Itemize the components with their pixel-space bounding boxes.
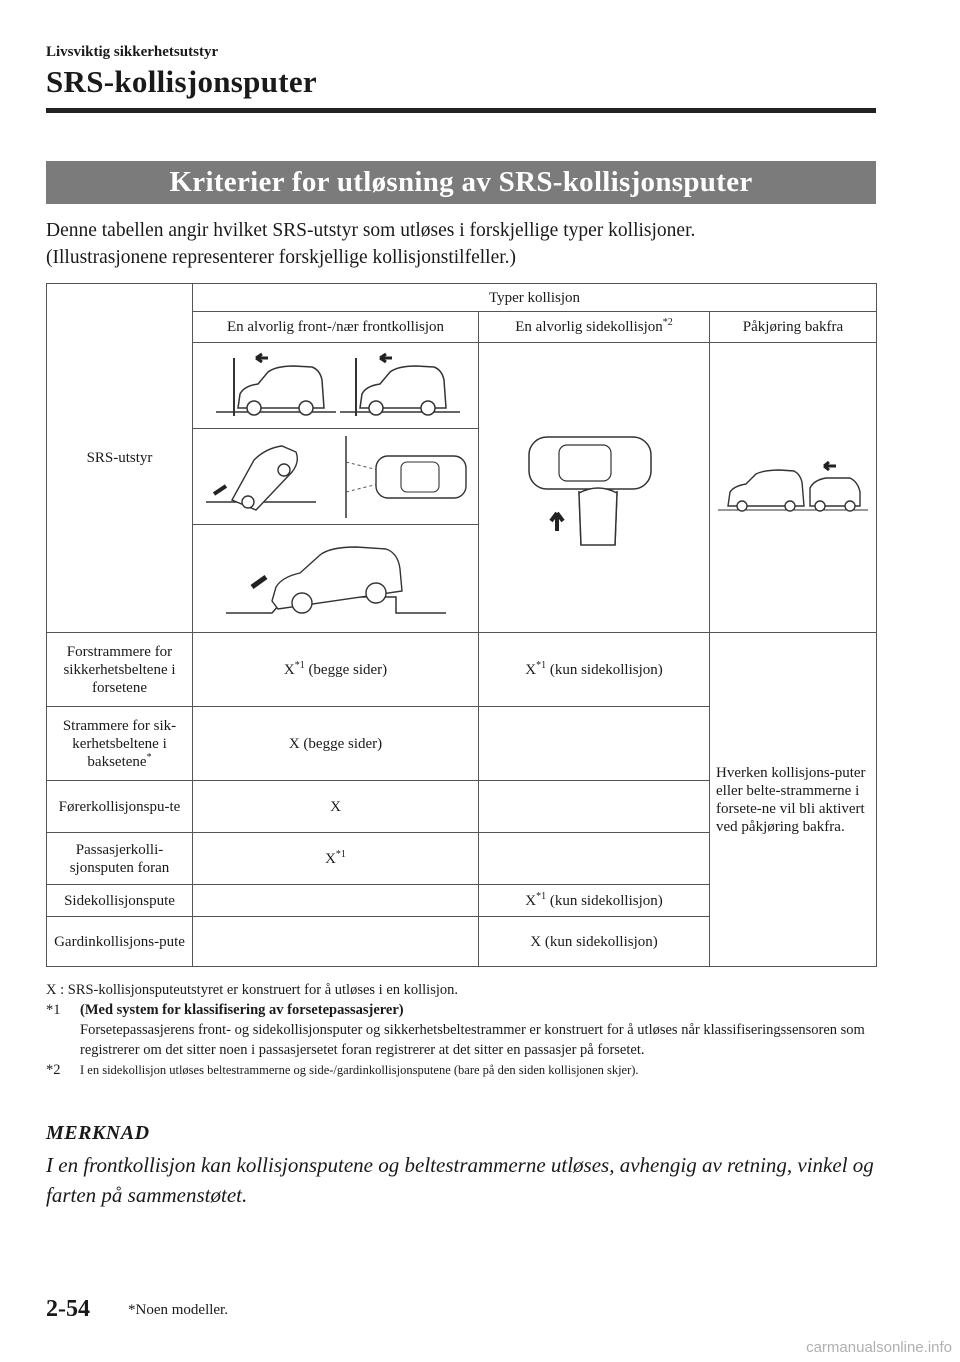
rear-collision-note: Hverken kollisjons-puter eller belte-strammerne i forsete-ne vil bli aktivert ved påkjøring bakfra. bbox=[710, 633, 877, 967]
rear-collision-header: Påkjøring bakfra bbox=[710, 312, 877, 343]
row-side-value-front-seatbelt-pretensioners: $X^{*1}$ (kun sidekollisjon) bbox=[479, 633, 710, 707]
footnote-1-title: (Med system for klassifisering av forsetepassasjerer) bbox=[80, 1002, 404, 1018]
srs-equipment-header: SRS-utstyr bbox=[47, 284, 193, 633]
header-rule bbox=[46, 108, 876, 113]
row-front-value-side-airbag bbox=[193, 885, 479, 917]
watermark: carmanualsonline.info bbox=[806, 1339, 952, 1356]
collision-types-header: Typer kollisjon bbox=[193, 284, 877, 312]
angled-collision-icon bbox=[196, 432, 476, 522]
deployment-criteria-table bbox=[46, 283, 877, 967]
page-number: 2-54 bbox=[46, 1296, 90, 1322]
row-side-value-driver-airbag bbox=[479, 781, 710, 833]
footnote-2 bbox=[46, 1060, 886, 1080]
front-illustration-2 bbox=[193, 429, 479, 525]
side-collision-header: En alvorlig sidekollisjon$^{*2}$ bbox=[479, 312, 710, 343]
row-side-value-passenger-airbag bbox=[479, 833, 710, 885]
front-illustration-3 bbox=[193, 525, 479, 633]
frontal-collision-icon bbox=[196, 346, 476, 426]
footnote-ref: *2 bbox=[662, 317, 673, 328]
row-label-driver-airbag: Førerkollisjonspu-te bbox=[47, 781, 193, 833]
row-label-passenger-airbag: Passasjerkolli-sjonsputen foran bbox=[47, 833, 193, 885]
section-title: SRS-kollisjonsputer bbox=[46, 64, 317, 99]
footnote-2-text: I en sidekollisjon utløses beltestrammerne og side-/gardinkollisjonsputene (bare på den siden kollisjonen skjer). bbox=[80, 1063, 639, 1077]
row-label-curtain-airbag: Gardinkollisjons-pute bbox=[47, 917, 193, 967]
row-front-value-front-seatbelt-pretensioners: $X^{*1}$ (begge sider) bbox=[193, 633, 479, 707]
row-label-front-seatbelt-pretensioners: Forstrammere for sikkerhetsbeltene i forsetene bbox=[47, 633, 193, 707]
chapter-heading: Livsviktig sikkerhetsutstyr bbox=[46, 44, 219, 60]
side-illustration bbox=[479, 343, 710, 633]
intro-line-1: Denne tabellen angir hvilket SRS-utstyr som utløses i forskjellige typer kollisjoner. bbox=[46, 220, 696, 241]
rear-illustration bbox=[710, 343, 877, 633]
row-front-value-rear-seatbelt-pretensioners: X (begge sider) bbox=[193, 707, 479, 781]
models-note: *Noen modeller. bbox=[128, 1302, 228, 1318]
ramp-collision-icon bbox=[216, 529, 456, 629]
intro-line-2: (Illustrasjonene representerer forskjellige kollisjonstilfeller.) bbox=[46, 247, 517, 268]
row-label-rear-seatbelt-pretensioners: Strammere for sik-kerhetsbeltene i baksetene* bbox=[47, 707, 193, 781]
banner-title: Kriterier for utløsning av SRS-kollisjonsputer bbox=[46, 161, 876, 204]
row-front-value-driver-airbag: X bbox=[193, 781, 479, 833]
rear-collision-icon bbox=[718, 458, 868, 518]
row-front-value-passenger-airbag: $X^{*1}$ bbox=[193, 833, 479, 885]
row-front-value-curtain-airbag bbox=[193, 917, 479, 967]
front-collision-header: En alvorlig front-/nær frontkollisjon bbox=[193, 312, 479, 343]
row-side-value-curtain-airbag: X (kun sidekollisjon) bbox=[479, 917, 710, 967]
note-title: MERKNAD bbox=[46, 1122, 150, 1144]
footnote-1-mark: *1 bbox=[46, 1002, 61, 1018]
row-side-value-rear-seatbelt-pretensioners bbox=[479, 707, 710, 781]
side-collision-icon bbox=[519, 423, 669, 553]
note-text: I en frontkollisjon kan kollisjonsputene og beltestrammerne utløses, avhengig av retning, vinkel og farten på sammenstøtet. bbox=[46, 1153, 874, 1207]
footnote-1 bbox=[46, 1000, 886, 1060]
footnote-2-mark: *2 bbox=[46, 1062, 61, 1078]
row-side-value-side-airbag: $X^{*1}$ (kun sidekollisjon) bbox=[479, 885, 710, 917]
row-label-side-airbag: Sidekollisjonspute bbox=[47, 885, 193, 917]
x-legend: X : SRS-kollisjonsputeutstyret er konstruert for å utløses i en kollisjon. bbox=[46, 982, 459, 998]
footnotes bbox=[46, 980, 886, 1080]
intro-text bbox=[46, 217, 886, 271]
front-illustration-1 bbox=[193, 343, 479, 429]
footnote-1-text: Forsetepassasjerens front- og sidekollisjonsputer og sikkerhetsbeltestrammer er konstruert for å utløses når klassifiseringssensoren som registrerer om det sitter noen i passasjersetet foran registrerer at det sitter en passasjer på forsetet. bbox=[80, 1022, 865, 1058]
